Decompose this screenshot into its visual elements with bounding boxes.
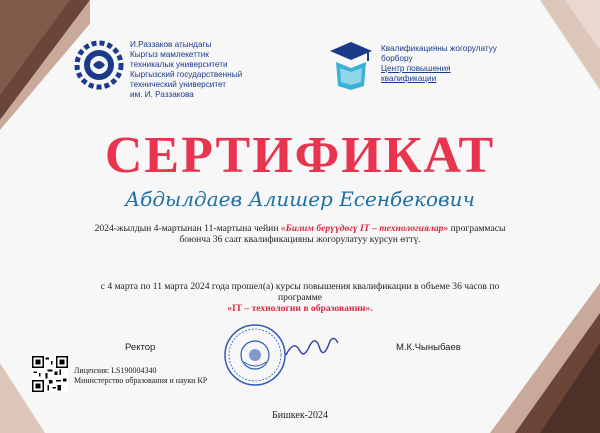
kg-program-name: «Билим берүүдөгү IT – технологиялар» (280, 223, 449, 234)
university-header (72, 34, 272, 114)
recipient-name: Абдылдаев Алишер Есенбекович (125, 187, 475, 211)
kg-text-part1: 2024-жылдын 4-мартынан 11-мартына чейин (94, 223, 281, 234)
handwritten-signature (282, 335, 342, 363)
license-issuer: Министерство образования и науки КР (74, 375, 208, 385)
university-line: Кыргызский государственный (130, 70, 243, 79)
ru-description (90, 281, 510, 314)
license-number: Лицензия: LS190004340 (74, 366, 157, 375)
university-line: И.Раззаков атындагы (130, 40, 212, 49)
ru-program-name: «IT – технологии в образовании». (227, 303, 373, 314)
center-line-ru-2: квалификации (381, 74, 437, 83)
ru-text-part1: с 4 марта по 11 марта 2024 года прошел(а) курсы повышения квалификации в объеме 36 часов по программе (100, 281, 500, 303)
university-logo-icon (72, 38, 126, 92)
center-name (381, 44, 531, 84)
rector-label: Ректор (125, 342, 156, 353)
center-header (326, 38, 526, 98)
license-info (74, 366, 207, 385)
center-line-kg-1: Квалификацияны жогорулатуу (381, 44, 497, 53)
center-line-ru-1: Центр повышения (381, 64, 451, 73)
official-seal-icon (222, 322, 288, 388)
university-line: Кыргыз мамлекеттик (130, 50, 209, 59)
graduation-cap-logo-icon (326, 38, 376, 92)
city-year: Бишкек-2024 (271, 410, 329, 421)
certificate-title: СЕРТИФИКАТ (104, 127, 496, 184)
university-line: технический университет (130, 80, 227, 89)
center-line-kg-2: борбору (381, 54, 413, 63)
kg-text-part2: программасы боюнча 36 саат квалификацияны жогорулатуу курсун өттү. (179, 223, 506, 245)
signer-name: М.К.Чыныбаев (396, 342, 461, 353)
university-line: им. И. Раззакова (130, 90, 194, 99)
qr-code-icon (32, 356, 68, 392)
kg-description (90, 223, 510, 245)
university-name (130, 40, 280, 100)
university-line: техникалык университети (130, 60, 228, 69)
